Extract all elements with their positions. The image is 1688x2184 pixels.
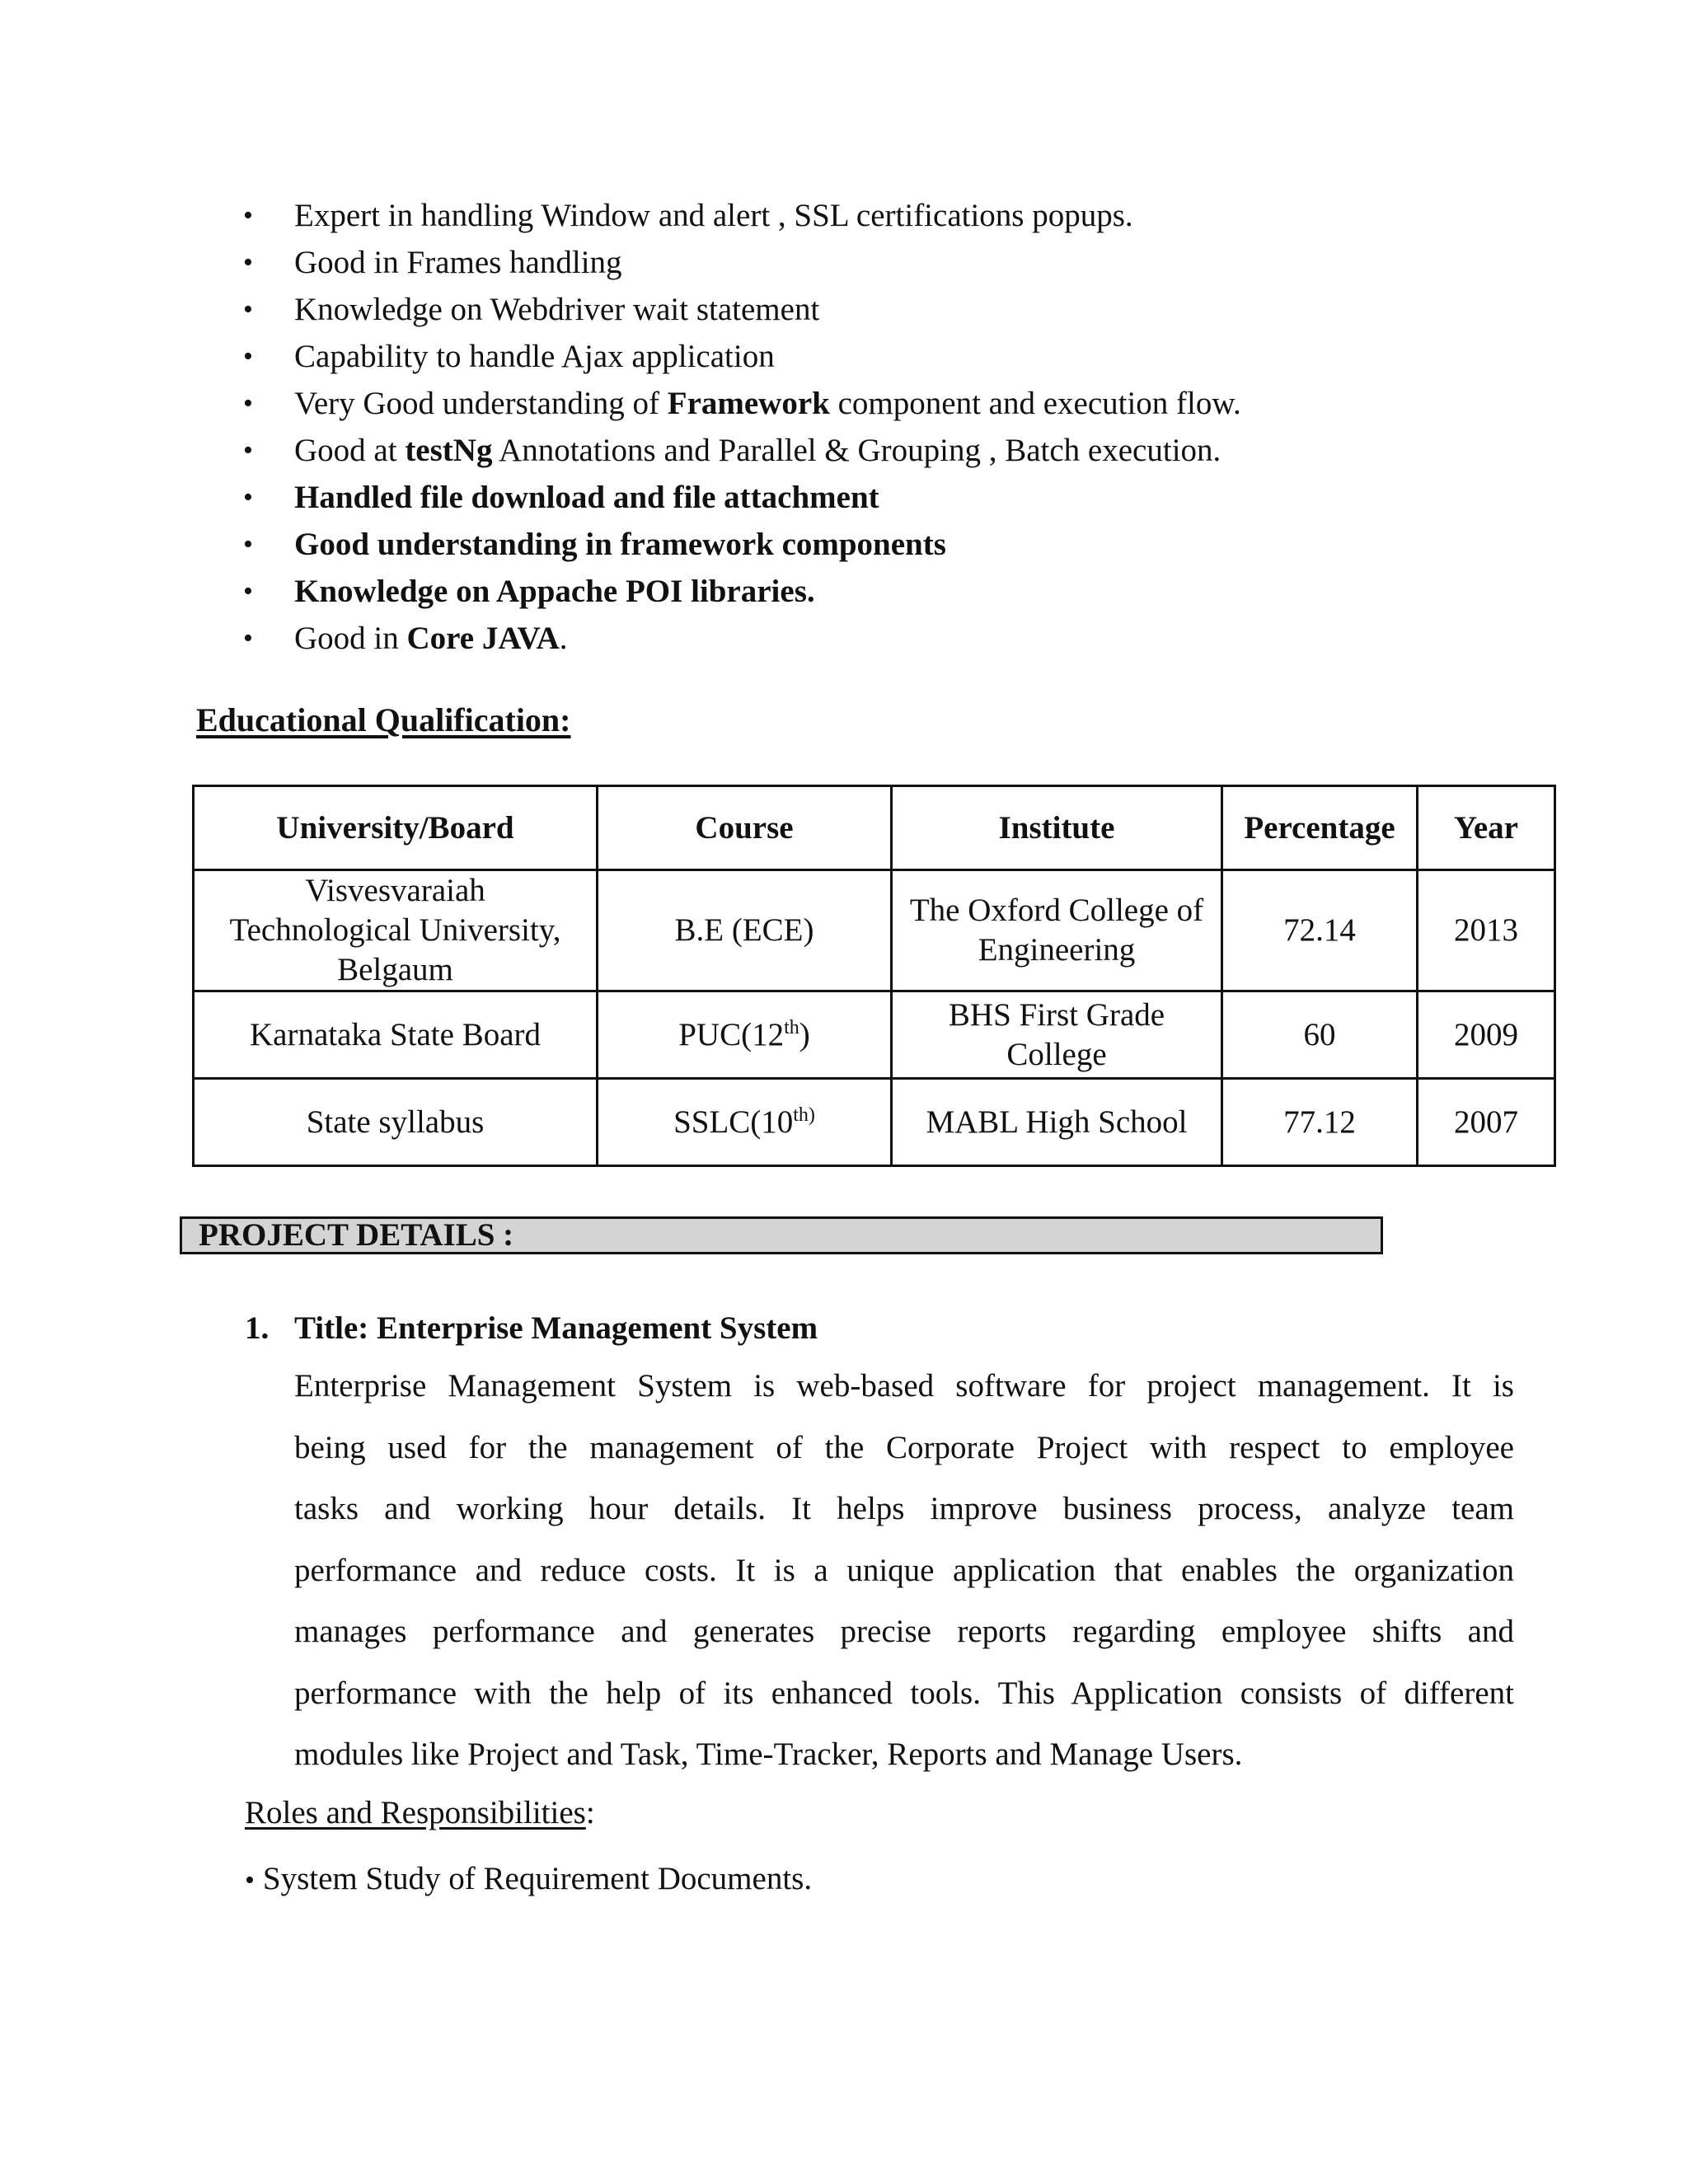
project-title: Title: Enterprise Management System: [294, 1310, 818, 1346]
role-text: System Study of Requirement Documents.: [262, 1861, 813, 1896]
skill-item: [0, 568, 1688, 615]
table-header-row: [194, 786, 1555, 870]
description-line: Enterprise Management System is web-based software for project management. It is: [294, 1368, 1514, 1404]
year-cell: 2013: [1418, 870, 1555, 991]
institute-cell: MABL High School: [892, 1079, 1222, 1166]
description-line: being used for the management of the Corporate Project with respect to employee: [294, 1429, 1514, 1465]
course-cell: PUC(12th): [598, 991, 892, 1079]
table-row: [194, 1079, 1555, 1166]
description-line: performance and reduce costs. It is a unique application that enables the organization: [294, 1552, 1514, 1588]
bullet-icon: •: [243, 435, 253, 466]
skill-item: [0, 239, 1688, 286]
description-line: performance with the help of its enhanced tools. This Application consists of different: [294, 1675, 1514, 1711]
percentage-cell: 72.14: [1222, 870, 1418, 991]
description-line: modules like Project and Task, Time-Tracker, Reports and Manage Users.: [294, 1736, 1243, 1772]
year-cell: 2009: [1418, 991, 1555, 1079]
bullet-icon: •: [243, 388, 253, 419]
bullet-icon: •: [243, 482, 253, 513]
skill-item: [0, 474, 1688, 521]
skill-item: [0, 380, 1688, 427]
project-details-banner: PROJECT DETAILS :: [180, 1216, 1383, 1254]
skill-text: Handled file download and file attachment: [294, 480, 879, 515]
percentage-cell: 77.12: [1222, 1079, 1418, 1166]
project-description: [294, 1356, 1514, 1786]
year-cell: 2007: [1418, 1079, 1555, 1166]
roles-heading: Roles and Responsibilities:: [245, 1795, 595, 1830]
skill-text: Very Good understanding of Framework component and execution flow.: [294, 386, 1241, 421]
skill-item: [0, 333, 1688, 380]
education-table: [192, 785, 1556, 1167]
skill-text: Good in Core JAVA.: [294, 621, 568, 656]
description-line: tasks and working hour details. It helps improve business process, analyze team: [294, 1491, 1514, 1526]
university-cell: State syllabus: [194, 1079, 598, 1166]
bullet-icon: •: [245, 1865, 255, 1896]
skill-text: Capability to handle Ajax application: [294, 339, 775, 374]
skill-text: Good in Frames handling: [294, 245, 622, 280]
institute-cell: The Oxford College of Engineering: [892, 870, 1222, 991]
skill-item: [0, 521, 1688, 568]
skill-item: [0, 192, 1688, 239]
table-row: [194, 870, 1555, 991]
skill-item: [0, 615, 1688, 662]
bullet-icon: •: [243, 576, 253, 607]
column-header: Year: [1418, 786, 1555, 870]
column-header: University/Board: [194, 786, 598, 870]
course-cell: B.E (ECE): [598, 870, 892, 991]
education-heading: Educational Qualification:: [196, 701, 571, 738]
course-cell: $SSLC(10^{th)}$: [598, 1079, 892, 1166]
bullet-icon: •: [243, 247, 253, 278]
skills-list: [0, 192, 1688, 662]
skill-text: Knowledge on Webdriver wait statement: [294, 292, 820, 327]
university-cell: Visvesvaraiah Technological University, Belgaum: [194, 870, 598, 991]
university-cell: Karnataka State Board: [194, 991, 598, 1079]
skill-item: [0, 286, 1688, 333]
bullet-icon: •: [243, 294, 253, 325]
skill-text: Good understanding in framework components: [294, 527, 946, 562]
column-header: Course: [598, 786, 892, 870]
description-line: manages performance and generates precise reports regarding employee shifts and: [294, 1614, 1514, 1649]
skill-text: Expert in handling Window and alert , SSL certifications popups.: [294, 198, 1133, 233]
bullet-icon: •: [243, 341, 253, 372]
institute-cell: BHS First Grade College: [892, 991, 1222, 1079]
skill-text: Knowledge on Appache POI libraries.: [294, 574, 815, 609]
bullet-icon: •: [243, 200, 253, 231]
percentage-cell: 60: [1222, 991, 1418, 1079]
skill-text: Good at testNg Annotations and Parallel & Grouping , Batch execution.: [294, 433, 1221, 468]
role-item: [245, 1854, 812, 1905]
column-header: Percentage: [1222, 786, 1418, 870]
skill-item: [0, 427, 1688, 474]
table-row: [194, 991, 1555, 1079]
project-number: 1.: [245, 1310, 270, 1346]
column-header: Institute: [892, 786, 1222, 870]
bullet-icon: •: [243, 529, 253, 560]
bullet-icon: •: [243, 623, 253, 654]
